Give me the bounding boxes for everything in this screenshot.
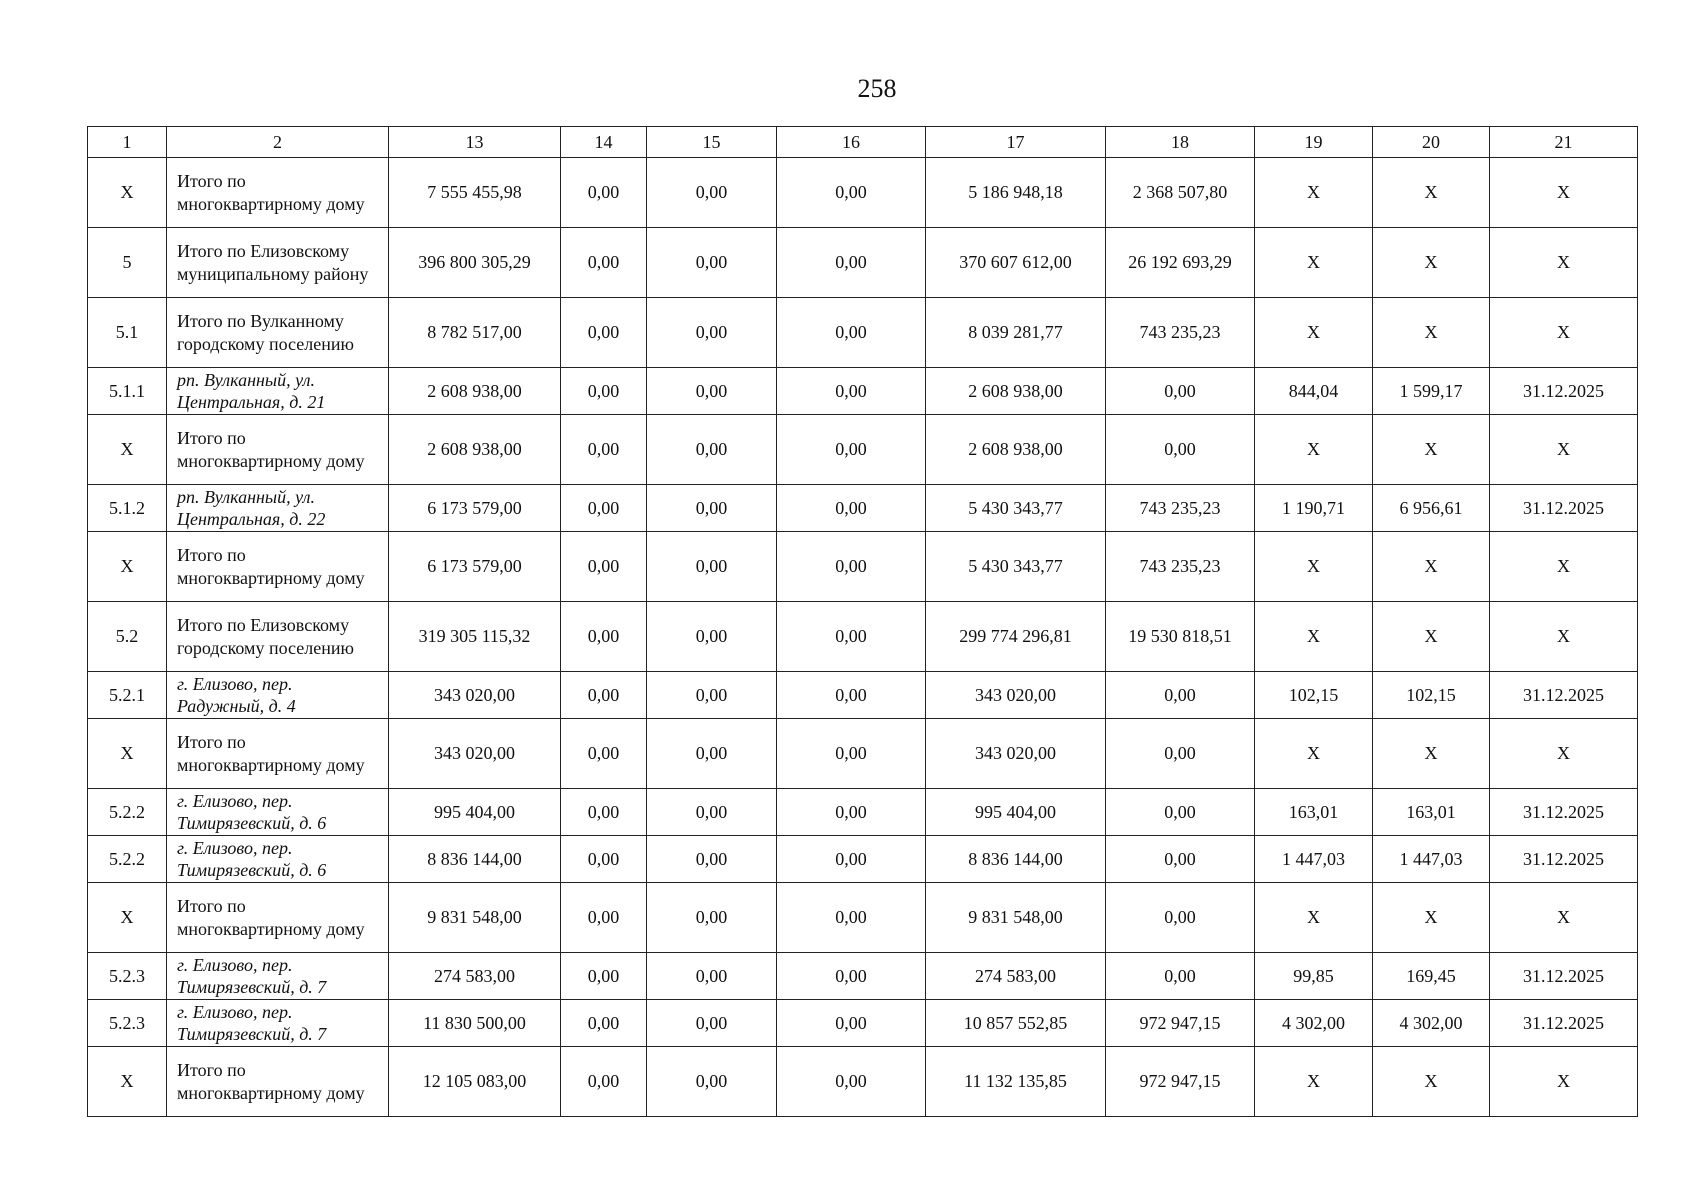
name-cell: г. Елизово, пер. Тимирязевский, д. 6 (167, 789, 389, 836)
value-cell: 0,00 (777, 158, 926, 228)
value-cell: 0,00 (647, 883, 777, 953)
column-header: 14 (561, 127, 647, 158)
value-cell: 370 607 612,00 (926, 228, 1106, 298)
value-cell: X (1255, 883, 1373, 953)
value-cell: 343 020,00 (389, 672, 561, 719)
name-cell: Итого по Елизовскому городскому поселению (167, 602, 389, 672)
value-cell: X (1255, 532, 1373, 602)
row-number-cell: X (88, 883, 167, 953)
value-cell: 972 947,15 (1106, 1047, 1255, 1117)
value-cell: 0,00 (561, 883, 647, 953)
value-cell: 0,00 (777, 228, 926, 298)
value-cell: X (1373, 1047, 1490, 1117)
name-cell: рп. Вулканный, ул. Центральная, д. 21 (167, 368, 389, 415)
value-cell: X (1373, 719, 1490, 789)
value-cell: 343 020,00 (926, 672, 1106, 719)
value-cell: X (1373, 532, 1490, 602)
value-cell: X (1255, 719, 1373, 789)
value-cell: 5 430 343,77 (926, 485, 1106, 532)
value-cell: 0,00 (647, 485, 777, 532)
value-cell: 274 583,00 (389, 953, 561, 1000)
value-cell: X (1490, 532, 1638, 602)
value-cell: 0,00 (777, 298, 926, 368)
value-cell: 0,00 (777, 883, 926, 953)
value-cell: 0,00 (561, 953, 647, 1000)
row-number-cell: 5.1.2 (88, 485, 167, 532)
value-cell: 2 608 938,00 (389, 415, 561, 485)
value-cell: 8 039 281,77 (926, 298, 1106, 368)
row-number-cell: X (88, 719, 167, 789)
value-cell: 11 132 135,85 (926, 1047, 1106, 1117)
row-number-cell: X (88, 415, 167, 485)
value-cell: 0,00 (1106, 672, 1255, 719)
value-cell: 2 608 938,00 (926, 415, 1106, 485)
row-number-cell: 5.2.1 (88, 672, 167, 719)
value-cell: 0,00 (561, 719, 647, 789)
row-number-cell: X (88, 1047, 167, 1117)
row-number-cell: 5.2.3 (88, 1000, 167, 1047)
value-cell: 0,00 (647, 719, 777, 789)
value-cell: X (1373, 158, 1490, 228)
value-cell: 343 020,00 (926, 719, 1106, 789)
value-cell: 743 235,23 (1106, 485, 1255, 532)
row-number-cell: 5 (88, 228, 167, 298)
column-header: 20 (1373, 127, 1490, 158)
value-cell: 99,85 (1255, 953, 1373, 1000)
column-header: 21 (1490, 127, 1638, 158)
name-cell: Итого по многоквартирному дому (167, 1047, 389, 1117)
value-cell: 0,00 (1106, 368, 1255, 415)
value-cell: 31.12.2025 (1490, 485, 1638, 532)
value-cell: 0,00 (777, 836, 926, 883)
total-row (88, 415, 1638, 485)
value-cell: 844,04 (1255, 368, 1373, 415)
row-number-cell: 5.2 (88, 602, 167, 672)
value-cell: 0,00 (777, 485, 926, 532)
value-cell: 1 447,03 (1373, 836, 1490, 883)
value-cell: 0,00 (777, 1000, 926, 1047)
value-cell: 0,00 (1106, 719, 1255, 789)
value-cell: 743 235,23 (1106, 532, 1255, 602)
value-cell: 0,00 (647, 789, 777, 836)
value-cell: 0,00 (561, 368, 647, 415)
column-header: 16 (777, 127, 926, 158)
name-cell: г. Елизово, пер. Радужный, д. 4 (167, 672, 389, 719)
value-cell: 0,00 (777, 953, 926, 1000)
value-cell: 0,00 (561, 298, 647, 368)
value-cell: 0,00 (647, 298, 777, 368)
value-cell: X (1490, 415, 1638, 485)
name-cell: Итого по Вулканному городскому поселению (167, 298, 389, 368)
value-cell: 0,00 (647, 368, 777, 415)
value-cell: 0,00 (647, 415, 777, 485)
value-cell: 26 192 693,29 (1106, 228, 1255, 298)
value-cell: X (1490, 158, 1638, 228)
row-number-cell: X (88, 532, 167, 602)
value-cell: 0,00 (561, 532, 647, 602)
value-cell: 11 830 500,00 (389, 1000, 561, 1047)
value-cell: 0,00 (1106, 953, 1255, 1000)
total-row (88, 602, 1638, 672)
value-cell: 396 800 305,29 (389, 228, 561, 298)
value-cell: 31.12.2025 (1490, 953, 1638, 1000)
column-header: 15 (647, 127, 777, 158)
value-cell: 0,00 (1106, 789, 1255, 836)
value-cell: X (1255, 298, 1373, 368)
value-cell: 9 831 548,00 (389, 883, 561, 953)
value-cell: 31.12.2025 (1490, 1000, 1638, 1047)
value-cell: 31.12.2025 (1490, 789, 1638, 836)
value-cell: 0,00 (777, 1047, 926, 1117)
value-cell: 343 020,00 (389, 719, 561, 789)
value-cell: 0,00 (561, 672, 647, 719)
name-cell: г. Елизово, пер. Тимирязевский, д. 7 (167, 953, 389, 1000)
name-cell: рп. Вулканный, ул. Центральная, д. 22 (167, 485, 389, 532)
address-row (88, 789, 1638, 836)
value-cell: 7 555 455,98 (389, 158, 561, 228)
value-cell: 0,00 (647, 158, 777, 228)
value-cell: X (1490, 719, 1638, 789)
value-cell: 0,00 (777, 602, 926, 672)
value-cell: X (1255, 415, 1373, 485)
value-cell: 0,00 (561, 789, 647, 836)
value-cell: 8 836 144,00 (389, 836, 561, 883)
column-header: 2 (167, 127, 389, 158)
value-cell: 102,15 (1255, 672, 1373, 719)
value-cell: 6 956,61 (1373, 485, 1490, 532)
row-number-cell: X (88, 158, 167, 228)
total-row (88, 1047, 1638, 1117)
name-cell: Итого по Елизовскому муниципальному району (167, 228, 389, 298)
value-cell: 995 404,00 (389, 789, 561, 836)
value-cell: X (1490, 602, 1638, 672)
value-cell: 2 368 507,80 (1106, 158, 1255, 228)
data-table (87, 126, 1638, 1117)
value-cell: 0,00 (561, 836, 647, 883)
value-cell: 0,00 (1106, 415, 1255, 485)
value-cell: 0,00 (647, 672, 777, 719)
value-cell: 6 173 579,00 (389, 485, 561, 532)
value-cell: 6 173 579,00 (389, 532, 561, 602)
value-cell: 0,00 (777, 368, 926, 415)
value-cell: X (1255, 1047, 1373, 1117)
value-cell: 0,00 (777, 672, 926, 719)
value-cell: 19 530 818,51 (1106, 602, 1255, 672)
value-cell: 0,00 (1106, 836, 1255, 883)
value-cell: 5 186 948,18 (926, 158, 1106, 228)
total-row (88, 719, 1638, 789)
value-cell: 299 774 296,81 (926, 602, 1106, 672)
value-cell: X (1255, 228, 1373, 298)
value-cell: 5 430 343,77 (926, 532, 1106, 602)
value-cell: 0,00 (647, 228, 777, 298)
value-cell: X (1373, 602, 1490, 672)
total-row (88, 158, 1638, 228)
value-cell: X (1255, 602, 1373, 672)
address-row (88, 1000, 1638, 1047)
value-cell: 102,15 (1373, 672, 1490, 719)
value-cell: 0,00 (647, 1047, 777, 1117)
value-cell: 0,00 (561, 1000, 647, 1047)
row-number-cell: 5.2.3 (88, 953, 167, 1000)
page-number: 258 (857, 74, 897, 103)
value-cell: 0,00 (777, 719, 926, 789)
value-cell: X (1373, 883, 1490, 953)
value-cell: 0,00 (561, 485, 647, 532)
value-cell: 0,00 (561, 602, 647, 672)
name-cell: Итого по многоквартирному дому (167, 158, 389, 228)
column-header: 1 (88, 127, 167, 158)
value-cell: 274 583,00 (926, 953, 1106, 1000)
row-number-cell: 5.1.1 (88, 368, 167, 415)
value-cell: 9 831 548,00 (926, 883, 1106, 953)
total-row (88, 228, 1638, 298)
value-cell: X (1490, 883, 1638, 953)
value-cell: X (1255, 158, 1373, 228)
column-header: 18 (1106, 127, 1255, 158)
address-row (88, 672, 1638, 719)
address-row (88, 485, 1638, 532)
value-cell: 1 447,03 (1255, 836, 1373, 883)
value-cell: X (1373, 415, 1490, 485)
value-cell: 1 190,71 (1255, 485, 1373, 532)
value-cell: 0,00 (647, 836, 777, 883)
value-cell: 4 302,00 (1255, 1000, 1373, 1047)
header-row (88, 127, 1638, 158)
row-number-cell: 5.1 (88, 298, 167, 368)
value-cell: 31.12.2025 (1490, 368, 1638, 415)
value-cell: 0,00 (647, 602, 777, 672)
column-header: 13 (389, 127, 561, 158)
value-cell: 4 302,00 (1373, 1000, 1490, 1047)
address-row (88, 953, 1638, 1000)
name-cell: Итого по многоквартирному дому (167, 719, 389, 789)
address-row (88, 836, 1638, 883)
value-cell: 0,00 (647, 532, 777, 602)
value-cell: 2 608 938,00 (389, 368, 561, 415)
name-cell: Итого по многоквартирному дому (167, 415, 389, 485)
value-cell: 972 947,15 (1106, 1000, 1255, 1047)
address-row (88, 368, 1638, 415)
value-cell: 0,00 (561, 415, 647, 485)
value-cell: 0,00 (777, 789, 926, 836)
value-cell: 0,00 (647, 1000, 777, 1047)
value-cell: X (1490, 228, 1638, 298)
value-cell: 0,00 (777, 415, 926, 485)
value-cell: 0,00 (561, 228, 647, 298)
total-row (88, 532, 1638, 602)
value-cell: 8 836 144,00 (926, 836, 1106, 883)
value-cell: 995 404,00 (926, 789, 1106, 836)
value-cell: 0,00 (561, 1047, 647, 1117)
row-number-cell: 5.2.2 (88, 789, 167, 836)
value-cell: 2 608 938,00 (926, 368, 1106, 415)
column-header: 19 (1255, 127, 1373, 158)
name-cell: г. Елизово, пер. Тимирязевский, д. 7 (167, 1000, 389, 1047)
name-cell: Итого по многоквартирному дому (167, 532, 389, 602)
value-cell: X (1373, 228, 1490, 298)
value-cell: X (1490, 1047, 1638, 1117)
value-cell: 8 782 517,00 (389, 298, 561, 368)
value-cell: X (1373, 298, 1490, 368)
row-number-cell: 5.2.2 (88, 836, 167, 883)
value-cell: 0,00 (777, 532, 926, 602)
name-cell: г. Елизово, пер. Тимирязевский, д. 6 (167, 836, 389, 883)
value-cell: 31.12.2025 (1490, 672, 1638, 719)
value-cell: 10 857 552,85 (926, 1000, 1106, 1047)
value-cell: 0,00 (1106, 883, 1255, 953)
value-cell: 12 105 083,00 (389, 1047, 561, 1117)
value-cell: 0,00 (647, 953, 777, 1000)
name-cell: Итого по многоквартирному дому (167, 883, 389, 953)
value-cell: 319 305 115,32 (389, 602, 561, 672)
total-row (88, 298, 1638, 368)
value-cell: 163,01 (1255, 789, 1373, 836)
total-row (88, 883, 1638, 953)
value-cell: 743 235,23 (1106, 298, 1255, 368)
value-cell: 1 599,17 (1373, 368, 1490, 415)
column-header: 17 (926, 127, 1106, 158)
value-cell: 31.12.2025 (1490, 836, 1638, 883)
value-cell: 169,45 (1373, 953, 1490, 1000)
value-cell: 163,01 (1373, 789, 1490, 836)
value-cell: X (1490, 298, 1638, 368)
value-cell: 0,00 (561, 158, 647, 228)
